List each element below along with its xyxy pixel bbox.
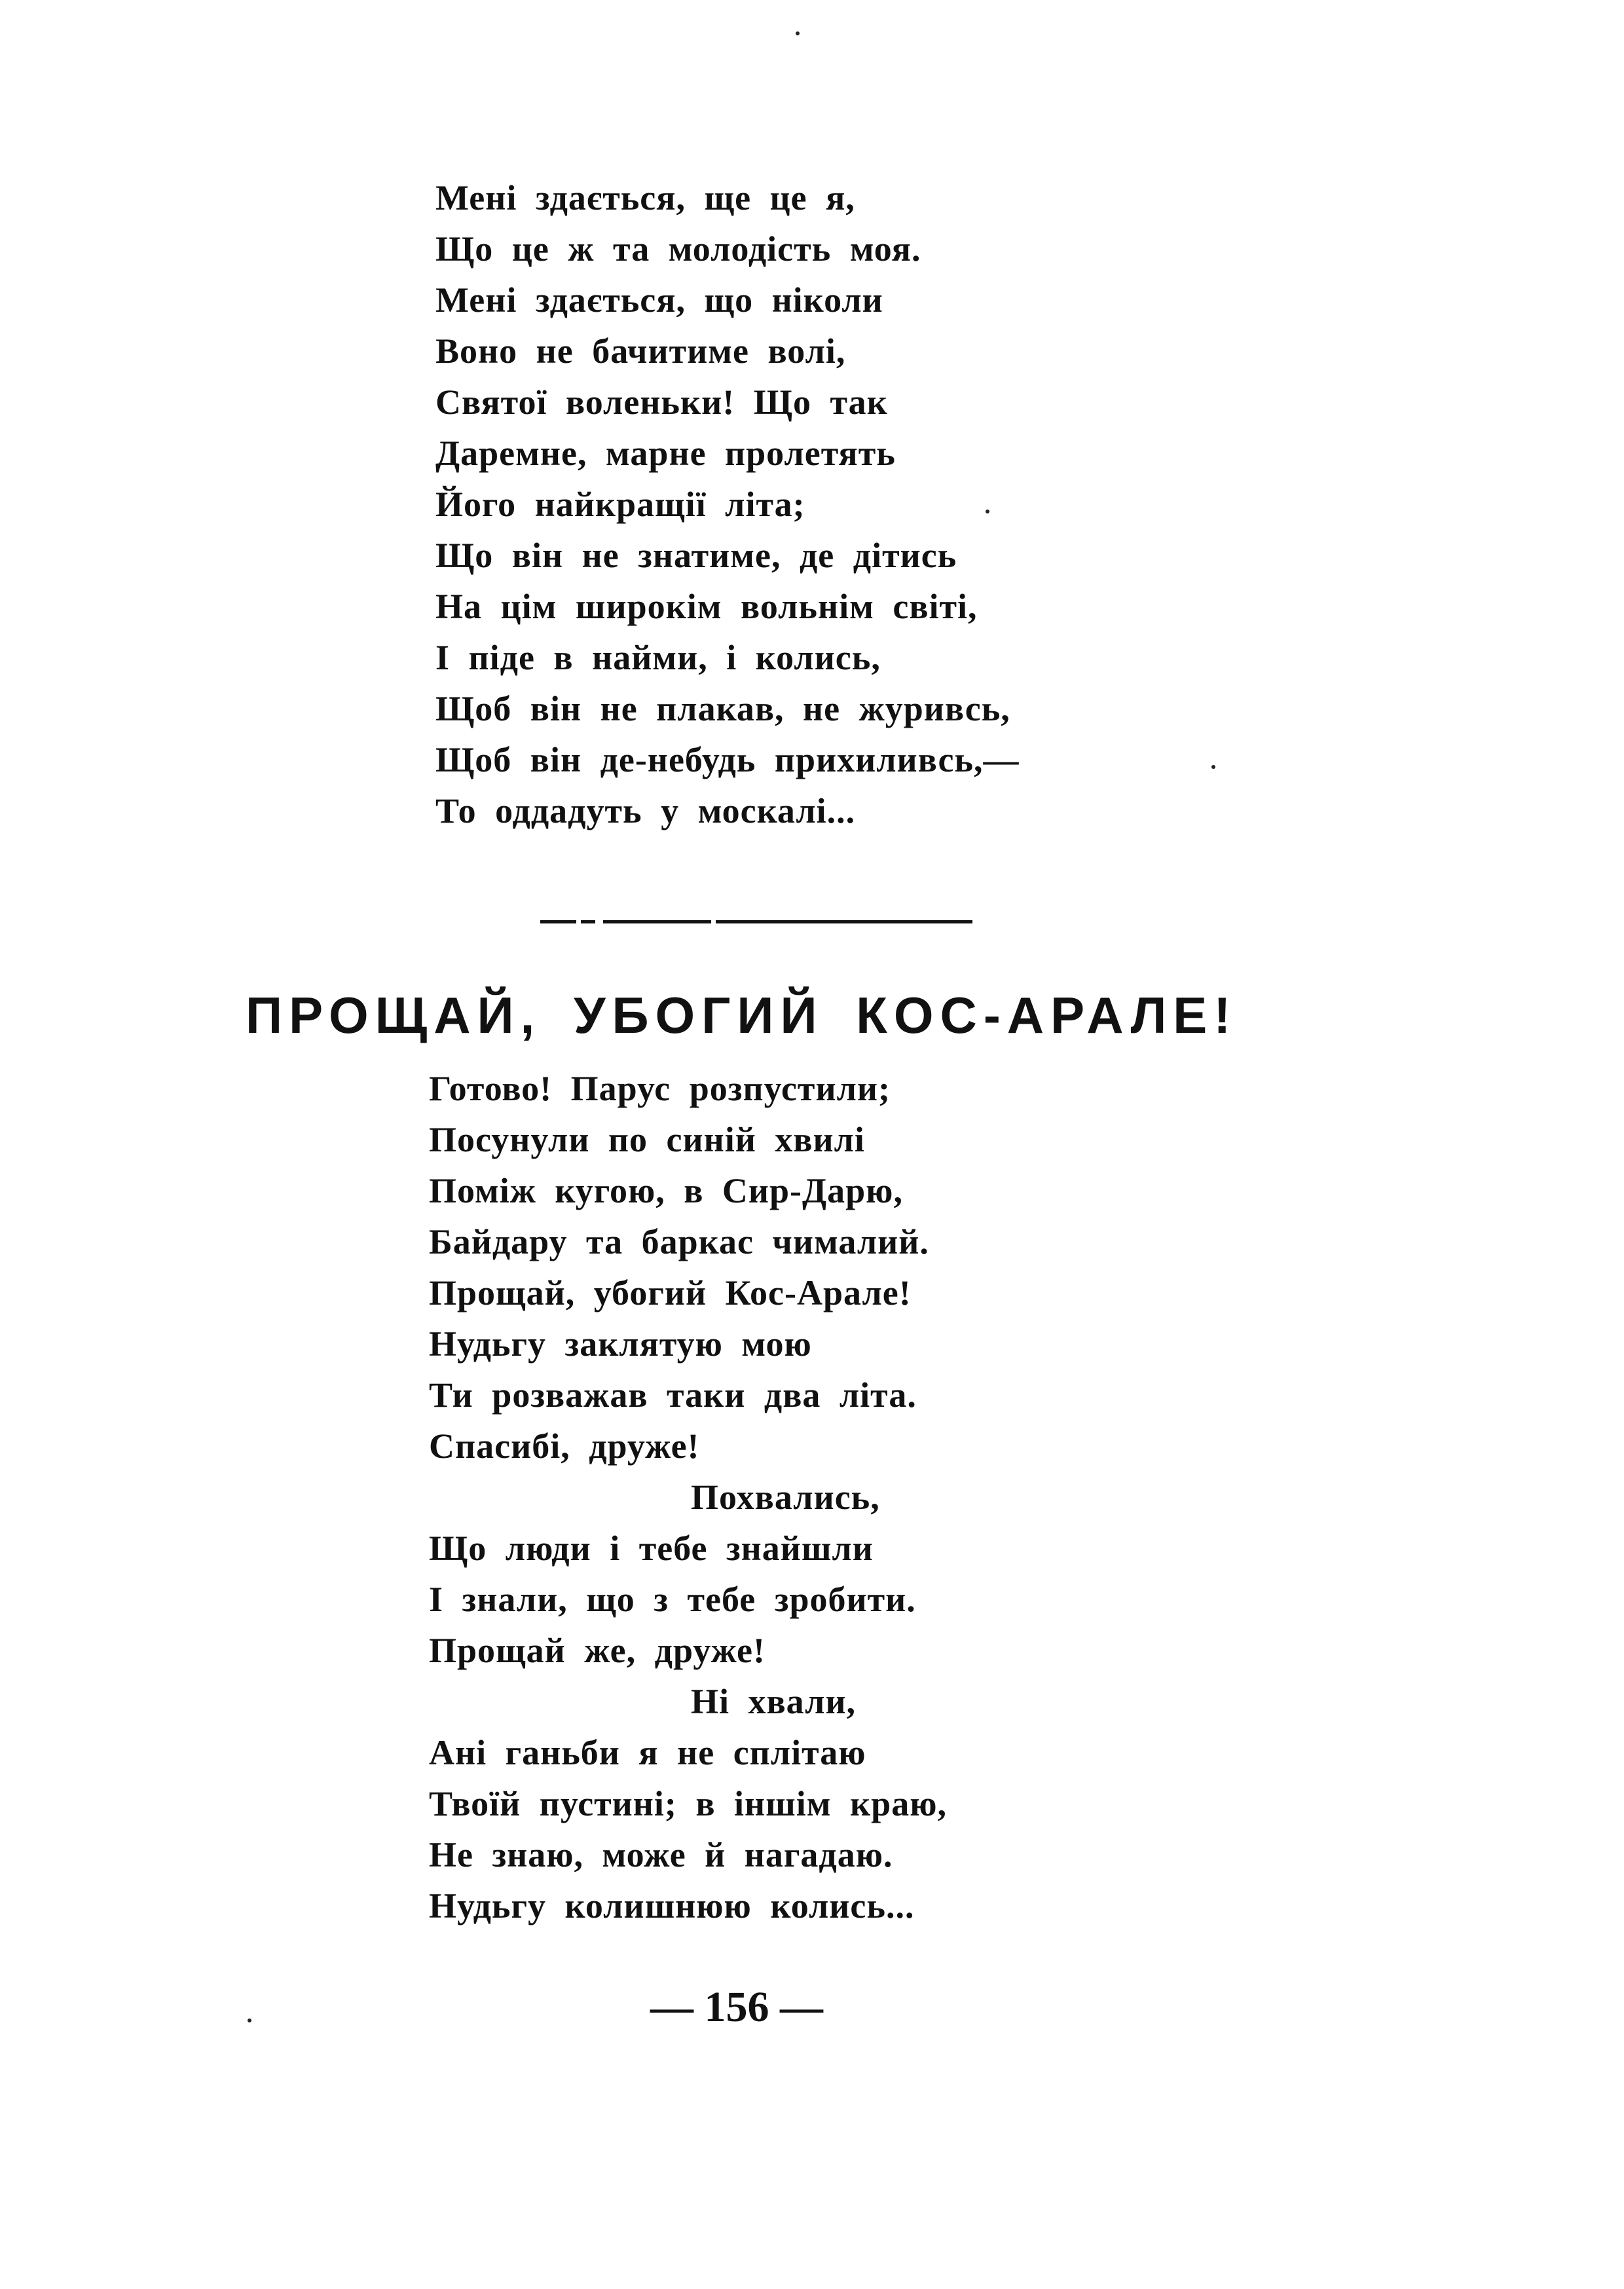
verse-line-indented: Ні хвали, — [691, 1682, 857, 1721]
scan-speck — [1211, 765, 1215, 769]
verse-line-indented: Похвались, — [691, 1478, 880, 1517]
verse-line: Даремне, марне пролетять — [435, 434, 896, 473]
stanza-continued — [435, 180, 1221, 848]
verse-line: Воно не бачитиме волі, — [435, 331, 846, 371]
verse-line: І знали, що з тебе зробити. — [429, 1580, 916, 1619]
verse-line: Ані ганьби я не сплітаю — [429, 1733, 866, 1772]
verse-line: Прощай, убогий Кос-Арале! — [429, 1273, 912, 1312]
verse-line: Поміж кугою, в Сир-Дарю, — [429, 1171, 903, 1210]
scan-speck — [986, 510, 989, 513]
verse-line: Щоб він де-небудь прихиливсь,— — [435, 740, 1020, 779]
verse-line: Нудьгу заклятую мою — [429, 1324, 812, 1364]
verse-line: Посунули по синій хвилі — [429, 1120, 865, 1159]
verse-line: Спасибі, друже! — [429, 1426, 700, 1466]
verse-line: Що це ж та молодість моя. — [435, 229, 921, 269]
verse-line: То оддадуть у москалі... — [435, 791, 856, 830]
section-separator — [540, 920, 972, 925]
poem-body — [429, 1071, 1280, 1955]
verse-line: Святої воленьки! Що так — [435, 382, 888, 422]
scan-speck — [796, 31, 800, 35]
poem-title: ПРОЩАЙ, УБОГИЙ КОС-АРАЛЕ! — [246, 986, 1238, 1044]
verse-line: Нудьгу колишнюю колись... — [429, 1886, 915, 1926]
verse-line: Твоїй пустині; в іншім краю, — [429, 1784, 947, 1823]
verse-line: Що люди і тебе знайшли — [429, 1529, 874, 1568]
verse-line: Ти розважав таки два літа. — [429, 1375, 917, 1415]
verse-line: Мені здається, ще це я, — [435, 178, 855, 217]
verse-line: Що він не знатиме, де дітись — [435, 536, 957, 575]
page-number: — 156 — — [650, 1983, 823, 2031]
verse-line: Байдару та баркас чималий. — [429, 1222, 929, 1261]
verse-line: Мені здається, що ніколи — [435, 280, 883, 320]
verse-line: Його найкращії літа; — [435, 485, 805, 524]
verse-line: Готово! Парус розпустили; — [429, 1069, 891, 1108]
verse-line: Не знаю, може й нагадаю. — [429, 1835, 893, 1874]
verse-line: Прощай же, друже! — [429, 1631, 766, 1670]
verse-line: І піде в найми, і колись, — [435, 638, 881, 677]
scan-speck — [248, 2019, 251, 2022]
verse-line: Щоб він не плакав, не журивсь, — [435, 689, 1010, 728]
verse-line: На цім широкім вольнім світі, — [435, 587, 978, 626]
